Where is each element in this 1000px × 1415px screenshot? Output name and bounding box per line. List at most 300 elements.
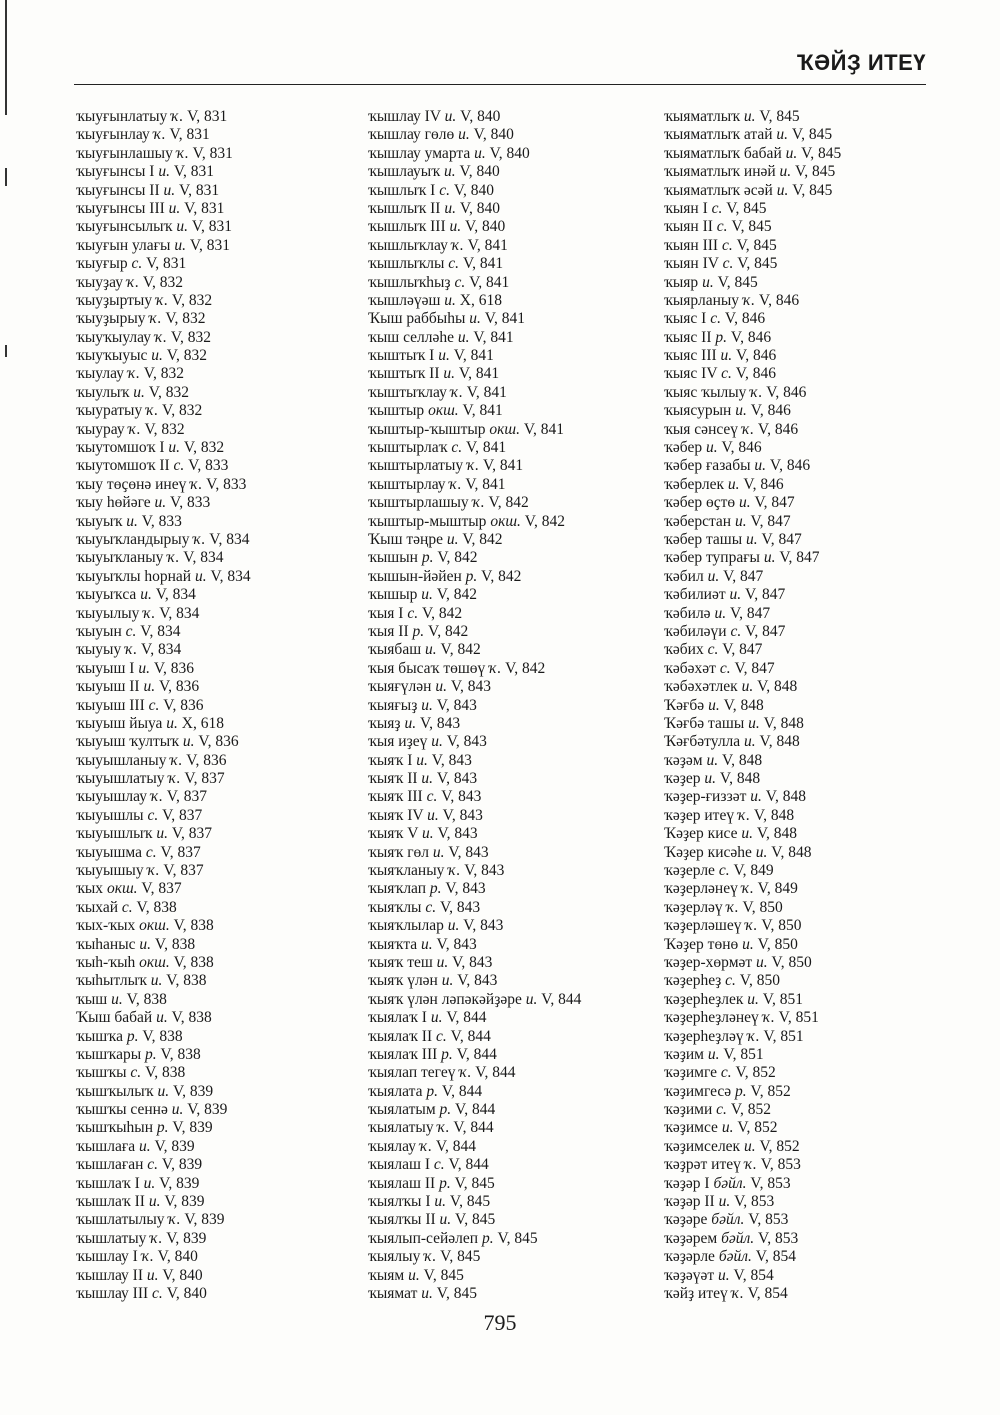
entry-part-of-speech: и. — [718, 1193, 731, 1211]
entry-part-of-speech: ҡ. — [128, 420, 141, 438]
entry-part-of-speech: ҡ. — [147, 862, 160, 880]
entry-headword: ҡыяс IV — [664, 365, 718, 383]
index-entry — [368, 1028, 581, 1046]
entry-part-of-speech: ҡ. — [459, 1064, 472, 1082]
entry-volume-page: V, 833 — [188, 457, 229, 475]
entry-part-of-speech: ҡ. — [125, 641, 138, 659]
index-entry — [368, 954, 581, 972]
running-header-title: ҠӘЙҘ ИТЕҮ — [796, 50, 926, 75]
entry-volume-page: V, 841 — [453, 347, 494, 365]
index-entry — [664, 825, 841, 843]
entry-headword: ҡыуҡыулау — [76, 328, 151, 346]
entry-part-of-speech: ҡ. — [450, 383, 463, 401]
index-entry — [76, 476, 251, 494]
entry-headword: ҡыяҡ теш — [368, 953, 433, 971]
entry-volume-page: V, 843 — [436, 696, 477, 714]
index-entry — [368, 421, 581, 439]
index-entry — [76, 825, 251, 843]
entry-volume-page: V, 845 — [440, 1248, 481, 1266]
index-entry — [664, 347, 841, 365]
entry-part-of-speech: с. — [152, 1285, 163, 1302]
index-entry — [664, 384, 841, 402]
entry-part-of-speech: и. — [754, 457, 766, 475]
entry-part-of-speech: ҡ. — [149, 310, 162, 328]
index-entry — [76, 292, 251, 310]
entry-volume-page: V, 848 — [771, 843, 812, 861]
entry-part-of-speech: и. — [174, 236, 186, 254]
entry-part-of-speech: и. — [743, 108, 756, 125]
index-entry — [664, 1083, 841, 1101]
entry-volume-page: V, 846 — [758, 291, 800, 309]
index-entry — [368, 807, 581, 825]
entry-part-of-speech: ҡ. — [193, 530, 206, 548]
index-entry — [368, 1119, 581, 1137]
entry-headword: ҡыян III — [664, 236, 719, 254]
entry-part-of-speech: и. — [441, 972, 454, 990]
index-entry — [368, 182, 581, 200]
index-entry — [368, 880, 581, 898]
index-entry — [76, 1119, 251, 1137]
index-entry — [76, 862, 251, 880]
entry-volume-page: V, 848 — [723, 696, 764, 714]
index-entry — [76, 329, 251, 347]
index-entry — [664, 862, 841, 880]
entry-headword: Ҡәғбә ташы — [664, 714, 745, 732]
entry-headword: ҡыяҡ III — [368, 788, 423, 806]
entry-part-of-speech: ҡ. — [737, 806, 751, 824]
entry-part-of-speech: и. — [139, 935, 152, 953]
index-entry — [76, 513, 251, 531]
entry-volume-page: V, 846 — [757, 420, 799, 438]
entry-part-of-speech: ҡ. — [127, 365, 140, 383]
entry-part-of-speech: и. — [779, 163, 792, 181]
entry-part-of-speech: с. — [716, 218, 728, 236]
index-entry — [664, 494, 841, 512]
entry-volume-page: V, 840 — [465, 218, 506, 236]
entry-headword: ҡыян I — [664, 199, 708, 217]
index-entry — [368, 586, 581, 604]
index-entry — [664, 954, 841, 972]
index-column-1 — [76, 108, 251, 1303]
entry-headword: ҡәҙерһеҙләнеү — [664, 1009, 759, 1027]
entry-volume-page: V, 846 — [769, 457, 811, 475]
entry-headword: ҡәҙерһеҙ — [664, 972, 722, 990]
entry-headword: ҡыяматлыҡ бабай — [664, 144, 782, 162]
entry-volume-page: V, 846 — [730, 328, 772, 346]
entry-volume-page: V, 831 — [187, 108, 228, 125]
index-entry — [664, 1175, 841, 1193]
entry-part-of-speech: окш. — [106, 880, 138, 898]
entry-headword: ҡышыр — [368, 586, 418, 604]
entry-part-of-speech: ҡ. — [731, 1285, 744, 1302]
entry-volume-page: V, 839 — [172, 1119, 213, 1137]
index-entry — [76, 1230, 251, 1248]
index-entry — [368, 605, 581, 623]
entry-part-of-speech: и. — [150, 972, 163, 990]
entry-part-of-speech: и. — [735, 402, 747, 420]
index-entry — [368, 531, 581, 549]
index-entry — [76, 586, 251, 604]
entry-headword: ҡыуышыу — [76, 862, 144, 880]
entry-volume-page: V, 834 — [209, 530, 250, 548]
entry-volume-page: V, 831 — [192, 144, 233, 162]
entry-headword: ҡыя II — [368, 622, 409, 640]
entry-part-of-speech: и. — [707, 1045, 720, 1063]
index-entry — [76, 531, 251, 549]
entry-part-of-speech: и. — [111, 990, 123, 1008]
entry-headword: ҡәбилә — [664, 604, 711, 622]
entry-volume-page: V, 840 — [166, 1285, 207, 1302]
entry-part-of-speech: с. — [426, 788, 438, 806]
entry-volume-page: V, 838 — [173, 953, 214, 971]
entry-volume-page: V, 845 — [726, 199, 767, 217]
entry-part-of-speech: с. — [407, 604, 419, 622]
entry-headword: ҡыуҙырыу — [76, 310, 146, 328]
entry-volume-page: V, 842 — [428, 622, 469, 640]
index-entry — [368, 770, 581, 788]
entry-part-of-speech: с. — [147, 806, 159, 824]
index-entry — [664, 402, 841, 420]
entry-volume-page: V, 845 — [759, 108, 800, 125]
entry-part-of-speech: и. — [430, 1009, 443, 1027]
entry-part-of-speech: и. — [718, 1266, 730, 1284]
index-entry — [76, 568, 251, 586]
index-entry — [76, 972, 251, 990]
index-entry — [76, 1211, 251, 1229]
entry-part-of-speech: и. — [706, 751, 719, 769]
entry-volume-page: V, 845 — [454, 1174, 495, 1192]
entry-volume-page: V, 838 — [160, 1045, 201, 1063]
entry-part-of-speech: ҡ. — [467, 457, 480, 475]
entry-part-of-speech: и. — [756, 953, 768, 971]
entry-part-of-speech: бәйл. — [713, 1174, 747, 1192]
index-entry — [368, 274, 581, 292]
entry-part-of-speech: и. — [714, 604, 727, 622]
index-entry — [368, 1046, 581, 1064]
entry-part-of-speech: с. — [711, 199, 723, 217]
entry-headword: ҡәҙәүәт — [664, 1266, 715, 1284]
entry-headword: ҡыуғынсы I — [76, 163, 155, 181]
index-entry — [664, 1230, 841, 1248]
entry-part-of-speech: с. — [425, 898, 437, 916]
entry-part-of-speech: и. — [421, 825, 434, 843]
entry-headword: ҡыяҡ I — [368, 751, 413, 769]
entry-part-of-speech: ҡ. — [726, 898, 739, 916]
entry-part-of-speech: с. — [145, 843, 157, 861]
index-entry — [368, 568, 581, 586]
entry-headword: ҡыялата — [368, 1082, 423, 1100]
entry-headword: ҡәбер тупрағы — [664, 549, 760, 567]
entry-headword: Ҡәғбәтулла — [664, 733, 741, 751]
entry-volume-page: V, 837 — [160, 843, 201, 861]
entry-part-of-speech: и. — [431, 733, 443, 751]
index-entry — [368, 476, 581, 494]
index-entry — [76, 660, 251, 678]
entry-headword: ҡыуғынлатыу — [76, 108, 168, 125]
entry-volume-page: V, 845 — [801, 144, 842, 162]
entry-volume-page: V, 841 — [484, 310, 525, 328]
entry-volume-page: V, 844 — [456, 1045, 497, 1063]
entry-volume-page: V, 841 — [523, 420, 565, 438]
index-entry — [76, 991, 251, 1009]
index-entry — [76, 365, 251, 383]
index-entry — [368, 660, 581, 678]
entry-part-of-speech: и. — [741, 825, 753, 843]
entry-volume-page: V, 843 — [441, 788, 482, 806]
entry-volume-page: V, 851 — [763, 1027, 804, 1045]
entry-part-of-speech: ҡ. — [744, 1156, 757, 1174]
index-entry — [76, 1175, 251, 1193]
entry-part-of-speech: и. — [151, 347, 163, 365]
entry-part-of-speech: р. — [465, 567, 478, 585]
entry-headword: ҡышлаға — [76, 1137, 136, 1155]
entry-part-of-speech: ҡ. — [449, 475, 462, 493]
entry-part-of-speech: с. — [125, 622, 137, 640]
entry-headword: ҡыуратыу — [76, 402, 143, 420]
entry-volume-page: V, 850 — [757, 935, 798, 953]
entry-volume-page: V, 832 — [165, 310, 206, 328]
index-entry — [368, 917, 581, 935]
entry-part-of-speech: с. — [147, 1156, 159, 1174]
entry-headword: ҡыям — [368, 1266, 405, 1284]
entry-part-of-speech: р. — [429, 880, 442, 898]
entry-headword: ҡыуыҡса — [76, 586, 137, 604]
entry-volume-page: V, 839 — [161, 1156, 203, 1174]
entry-headword: ҡыуышлау — [76, 788, 147, 806]
entry-volume-page: V, 849 — [757, 880, 798, 898]
entry-volume-page: V, 831 — [146, 255, 187, 273]
entry-headword: ҡышын-йәйен — [368, 567, 462, 585]
entry-volume-page: X, 618 — [181, 714, 224, 732]
entry-headword: ҡыялҡы I — [368, 1193, 431, 1211]
entry-headword: ҡыуҙыртыу — [76, 291, 153, 309]
index-entry — [664, 365, 841, 383]
entry-part-of-speech: ҡ. — [448, 862, 461, 880]
entry-part-of-speech: и. — [421, 1285, 433, 1302]
index-entry — [664, 586, 841, 604]
entry-part-of-speech: и. — [176, 218, 188, 236]
entry-volume-page: V, 853 — [758, 1229, 799, 1247]
entry-volume-page: V, 850 — [771, 953, 812, 971]
index-entry — [368, 549, 581, 567]
index-entry — [368, 936, 581, 954]
entry-headword: ҡәбил — [664, 567, 704, 585]
entry-part-of-speech: и. — [432, 843, 445, 861]
entry-volume-page: V, 841 — [467, 236, 508, 254]
entry-headword: ҡыуыш II — [76, 678, 140, 696]
entry-part-of-speech: и. — [435, 678, 447, 696]
entry-volume-page: V, 842 — [524, 512, 565, 530]
index-entry — [664, 145, 841, 163]
entry-part-of-speech: и. — [182, 733, 195, 751]
index-entry — [368, 623, 581, 641]
index-entry — [664, 1101, 841, 1119]
entry-headword: ҡәбер өҫтө — [664, 494, 736, 512]
entry-headword: ҡыу һөйәге — [76, 494, 151, 512]
entry-headword: ҡышҡы — [76, 1064, 127, 1082]
entry-headword: ҡыялап тегеү — [368, 1064, 456, 1082]
entry-part-of-speech: ҡ. — [150, 788, 163, 806]
entry-part-of-speech: ҡ. — [741, 880, 754, 898]
entry-part-of-speech: с. — [148, 696, 160, 714]
entry-headword: ҡәҙим — [664, 1045, 704, 1063]
entry-volume-page: V, 850 — [742, 898, 783, 916]
entry-headword: Ҡәҙер кисе — [664, 825, 738, 843]
entry-headword: ҡыутомшоҡ II — [76, 457, 170, 475]
entry-headword: ҡыялаш II — [368, 1174, 436, 1192]
entry-part-of-speech: ҡ. — [190, 475, 203, 493]
entry-part-of-speech: и. — [146, 1266, 159, 1284]
entry-volume-page: V, 834 — [141, 641, 182, 659]
entry-headword: ҡәҙәрле — [664, 1248, 715, 1266]
entry-part-of-speech: и. — [763, 549, 776, 567]
entry-headword: ҡәбер — [664, 439, 703, 457]
entry-volume-page: V, 838 — [142, 1027, 183, 1045]
entry-part-of-speech: с. — [439, 181, 450, 199]
entry-part-of-speech: и. — [438, 347, 450, 365]
entry-volume-page: V, 841 — [466, 383, 507, 401]
entry-part-of-speech: ҡ. — [750, 383, 763, 401]
entry-headword: ҡышлау I — [76, 1248, 138, 1266]
index-entry — [76, 1193, 251, 1211]
entry-headword: ҡышлыҡһыҙ — [368, 273, 451, 291]
entry-volume-page: V, 834 — [155, 586, 196, 604]
entry-part-of-speech: с. — [716, 1101, 727, 1119]
index-entry — [664, 899, 841, 917]
entry-volume-page: V, 841 — [482, 457, 524, 475]
entry-part-of-speech: с. — [718, 862, 730, 880]
entry-part-of-speech: окш. — [428, 402, 459, 420]
index-entry — [664, 439, 841, 457]
entry-headword: ҡыяҡ II — [368, 770, 418, 788]
entry-headword: ҡыя бысаҡ төшөү — [368, 659, 486, 677]
entry-headword: ҡыу төҫөнә инеү — [76, 475, 187, 493]
entry-headword: ҡыштыр-мыштыр — [368, 512, 487, 530]
index-entry — [76, 899, 251, 917]
entry-volume-page: V, 840 — [459, 199, 501, 217]
entry-part-of-speech: ҡ. — [155, 291, 169, 309]
index-entry — [368, 825, 581, 843]
entry-volume-page: V, 843 — [419, 714, 461, 732]
entry-part-of-speech: и. — [156, 1009, 168, 1027]
entry-headword: ҡышләүәш — [368, 291, 441, 309]
entry-headword: ҡыябаш — [368, 641, 422, 659]
entry-part-of-speech: с. — [730, 622, 742, 640]
index-entry — [664, 218, 841, 236]
entry-part-of-speech: бәйл. — [718, 1248, 752, 1266]
index-entry — [664, 788, 841, 806]
entry-volume-page: V, 831 — [184, 199, 225, 217]
entry-part-of-speech: ҡ. — [170, 751, 183, 769]
entry-volume-page: V, 847 — [750, 512, 791, 530]
index-entry — [368, 384, 581, 402]
entry-volume-page: V, 840 — [459, 163, 500, 181]
entry-headword: ҡыуышма — [76, 843, 142, 861]
entry-part-of-speech: и. — [421, 935, 433, 953]
entry-volume-page: V, 841 — [462, 402, 503, 420]
entry-part-of-speech: с. — [173, 457, 185, 475]
entry-volume-page: V, 839 — [184, 1211, 225, 1229]
entry-volume-page: V, 853 — [734, 1193, 775, 1211]
entry-volume-page: V, 837 — [141, 880, 182, 898]
index-entry — [76, 108, 251, 126]
index-entry — [664, 1046, 841, 1064]
entry-volume-page: V, 842 — [440, 641, 481, 659]
entry-headword: ҡыштыҡ I — [368, 347, 435, 365]
entry-headword: ҡыялыу — [368, 1248, 421, 1266]
entry-headword: Ҡыш бабай — [76, 1009, 153, 1027]
index-entry — [368, 1193, 581, 1211]
entry-volume-page: V, 833 — [170, 494, 211, 512]
entry-headword: ҡыурау — [76, 420, 125, 438]
entry-part-of-speech: и. — [416, 751, 428, 769]
entry-volume-page: V, 847 — [761, 530, 802, 548]
entry-headword: ҡәҙерләнеү — [664, 880, 738, 898]
index-entry — [76, 1083, 251, 1101]
index-entry — [76, 274, 251, 292]
entry-volume-page: V, 845 — [791, 126, 833, 144]
entry-part-of-speech: ҡ. — [171, 108, 184, 125]
index-entry — [664, 163, 841, 181]
entry-volume-page: V, 831 — [189, 236, 231, 254]
index-entry — [76, 641, 251, 659]
entry-headword: ҡышҡылыҡ — [76, 1082, 154, 1100]
entry-volume-page: V, 843 — [439, 898, 481, 916]
entry-volume-page: V, 847 — [722, 641, 763, 659]
entry-part-of-speech: р. — [735, 1082, 747, 1100]
index-entry — [664, 329, 841, 347]
entry-volume-page: V, 838 — [136, 898, 177, 916]
index-entry — [76, 1028, 251, 1046]
entry-headword: Ҡәғбә — [664, 696, 705, 714]
entry-headword: ҡыш — [76, 990, 108, 1008]
entry-part-of-speech: и. — [138, 659, 150, 677]
index-entry — [76, 1156, 251, 1174]
entry-volume-page: V, 832 — [166, 347, 207, 365]
entry-volume-page: V, 831 — [169, 126, 210, 144]
index-entry — [76, 163, 251, 181]
entry-part-of-speech: р. — [441, 1045, 453, 1063]
entry-volume-page: V, 844 — [541, 990, 582, 1008]
entry-part-of-speech: ҡ. — [424, 1248, 437, 1266]
entry-part-of-speech: и. — [194, 567, 207, 585]
entry-headword: ҡыяс III — [664, 347, 717, 365]
entry-volume-page: V, 833 — [206, 475, 247, 493]
index-entry — [664, 733, 841, 751]
entry-volume-page: V, 845 — [436, 1285, 477, 1302]
index-entry — [664, 1064, 841, 1082]
index-entry — [664, 1285, 841, 1303]
entry-volume-page: V, 843 — [450, 678, 492, 696]
entry-volume-page: V, 832 — [171, 291, 213, 309]
entry-headword: ҡыштырлатыу — [368, 457, 464, 475]
index-entry — [368, 365, 581, 383]
entry-part-of-speech: и. — [446, 530, 459, 548]
index-entry — [76, 936, 251, 954]
index-entry — [76, 1064, 251, 1082]
index-entry — [368, 899, 581, 917]
index-entry — [76, 917, 251, 935]
entry-volume-page: V, 844 — [450, 1027, 491, 1045]
entry-headword: ҡыялҡы II — [368, 1211, 436, 1229]
index-entry — [76, 549, 251, 567]
entry-volume-page: V, 832 — [183, 439, 225, 457]
entry-volume-page: V, 845 — [497, 1229, 538, 1247]
entry-part-of-speech: и. — [748, 714, 760, 732]
index-entry — [368, 163, 581, 181]
index-entry — [368, 439, 581, 457]
index-entry — [368, 255, 581, 273]
